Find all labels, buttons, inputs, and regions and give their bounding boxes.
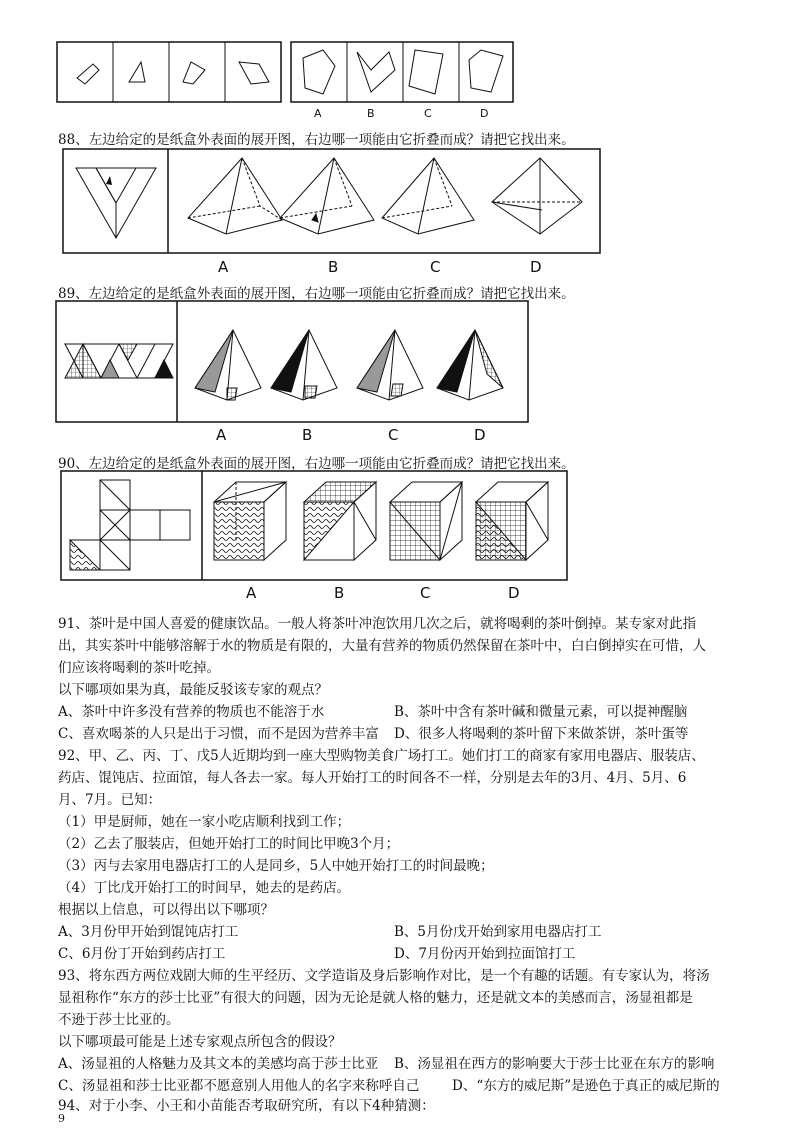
q90-opt-b[interactable]: B bbox=[334, 584, 345, 602]
q93-line2: 显祖称作“东方的莎士比亚”有很大的问题，因为无论是就人格的魅力，还是就文本的美感而言，汤显祖都是 bbox=[58, 990, 693, 1006]
q88-opt-a[interactable]: A bbox=[218, 258, 229, 276]
q89-text: 89、左边给定的是纸盒外表面的展开图，右边哪一项能由它折叠而成？请把它找出来。 bbox=[58, 286, 575, 302]
q92-opt-c[interactable]: C、6月份丁开始到药店打工 bbox=[58, 946, 226, 962]
q92-condition-1: （1）甲是厨师，她在一家小吃店顺利找到工作； bbox=[58, 814, 351, 830]
q93-prompt: 以下哪项最可能是上述专家观点所包含的假设？ bbox=[58, 1034, 342, 1050]
q89-opt-d[interactable]: D bbox=[474, 426, 486, 444]
q93-line3: 不逊于莎士比亚的。 bbox=[58, 1012, 180, 1028]
q89-figure bbox=[55, 300, 530, 424]
q93-opt-a[interactable]: A、汤显祖的人格魅力及其文本的美感均高于莎士比亚 bbox=[58, 1056, 379, 1072]
q88-figure bbox=[62, 148, 602, 256]
q93-opt-c[interactable]: C、汤显祖和莎士比亚都不愿意别人用他人的名字来称呼自己 bbox=[58, 1078, 420, 1094]
q89-opt-c[interactable]: C bbox=[388, 426, 399, 444]
q87-opt-a[interactable]: A bbox=[314, 107, 322, 120]
q92-line1: 92、甲、乙、丙、丁、戊5人近期均到一座大型购物美食广场打工。她们打工的商家有家用电器店、服装店、 bbox=[58, 748, 705, 764]
q88-opt-c[interactable]: C bbox=[430, 258, 441, 276]
page-number: 9 bbox=[58, 1112, 65, 1125]
q92-opt-b[interactable]: B、5月份戊开始到家用电器店打工 bbox=[394, 924, 602, 940]
q93-opt-b[interactable]: B、汤显祖在西方的影响要大于莎士比亚在东方的影响 bbox=[394, 1056, 715, 1072]
q87-opt-b[interactable]: B bbox=[367, 107, 375, 120]
q92-line2: 药店、馄饨店、拉面馆，每人各去一家。每人开始打工的时间各不一样，分别是去年的3月、4月、5月、6 bbox=[58, 770, 687, 786]
q92-prompt: 根据以上信息，可以得出以下哪项？ bbox=[58, 902, 274, 918]
q93-line1: 93、将东西方两位戏剧大师的生平经历、文学造诣及身后影响作对比，是一个有趣的话题。有专家认为，将汤 bbox=[58, 968, 710, 984]
q91-prompt: 以下哪项如果为真，最能反驳该专家的观点？ bbox=[58, 682, 328, 698]
q93-opt-d[interactable]: D、“东方的威尼斯”是逊色于真正的威尼斯的 bbox=[452, 1078, 720, 1094]
q91-opt-d[interactable]: D、很多人将喝剩的茶叶留下来做茶饼，茶叶蛋等 bbox=[394, 726, 689, 742]
q92-condition-3: （3）丙与去家用电器店打工的人是同乡，5人中她开始打工的时间最晚； bbox=[58, 858, 494, 874]
q90-text: 90、左边给定的是纸盒外表面的展开图，右边哪一项能由它折叠而成？请把它找出来。 bbox=[58, 456, 575, 472]
q87-opt-d[interactable]: D bbox=[480, 107, 489, 120]
q92-opt-a[interactable]: A、3月份甲开始到馄饨店打工 bbox=[58, 924, 239, 940]
q90-opt-d[interactable]: D bbox=[508, 584, 520, 602]
q88-text: 88、左边给定的是纸盒外表面的展开图，右边哪一项能由它折叠而成？请把它找出来。 bbox=[58, 132, 575, 148]
q88-opt-d[interactable]: D bbox=[530, 258, 542, 276]
q92-opt-d[interactable]: D、7月份丙开始到拉面馆打工 bbox=[394, 946, 576, 962]
q91-opt-c[interactable]: C、喜欢喝茶的人只是出于习惯，而不是因为营养丰富 bbox=[58, 726, 379, 742]
q89-opt-a[interactable]: A bbox=[216, 426, 227, 444]
q92-line3: 月、7月。已知： bbox=[58, 792, 162, 808]
q90-opt-c[interactable]: C bbox=[420, 584, 431, 602]
q92-condition-2: （2）乙去了服装店，但她开始打工的时间比甲晚3个月； bbox=[58, 836, 400, 852]
q87-opt-c[interactable]: C bbox=[424, 107, 432, 120]
q87-shapes bbox=[55, 40, 545, 106]
q94-line1: 94、对于小李、小王和小苗能否考取研究所，有以下4种猜测： bbox=[58, 1098, 435, 1114]
q91-line1: 91、茶叶是中国人喜爱的健康饮品。一般人将茶叶冲泡饮用几次之后，就将喝剩的茶叶倒掉。某专家对此指 bbox=[58, 616, 697, 632]
q88-opt-b[interactable]: B bbox=[328, 258, 339, 276]
q91-opt-b[interactable]: B、茶叶中含有茶叶碱和微量元素，可以提神醒脑 bbox=[394, 704, 688, 720]
q91-line2: 出，其实茶叶中能够溶解于水的物质是有限的，大量有营养的物质仍然保留在茶叶中，白白倒掉实在可惜，人 bbox=[58, 638, 706, 654]
q89-opt-b[interactable]: B bbox=[302, 426, 313, 444]
q91-line3: 们应该将喝剩的茶叶吃掉。 bbox=[58, 660, 220, 676]
q91-opt-a[interactable]: A、茶叶中许多没有营养的物质也不能溶于水 bbox=[58, 704, 325, 720]
q90-figure bbox=[60, 470, 570, 582]
q90-opt-a[interactable]: A bbox=[246, 584, 257, 602]
q92-condition-4: （4）丁比戊开始打工的时间早，她去的是药店。 bbox=[58, 880, 351, 896]
